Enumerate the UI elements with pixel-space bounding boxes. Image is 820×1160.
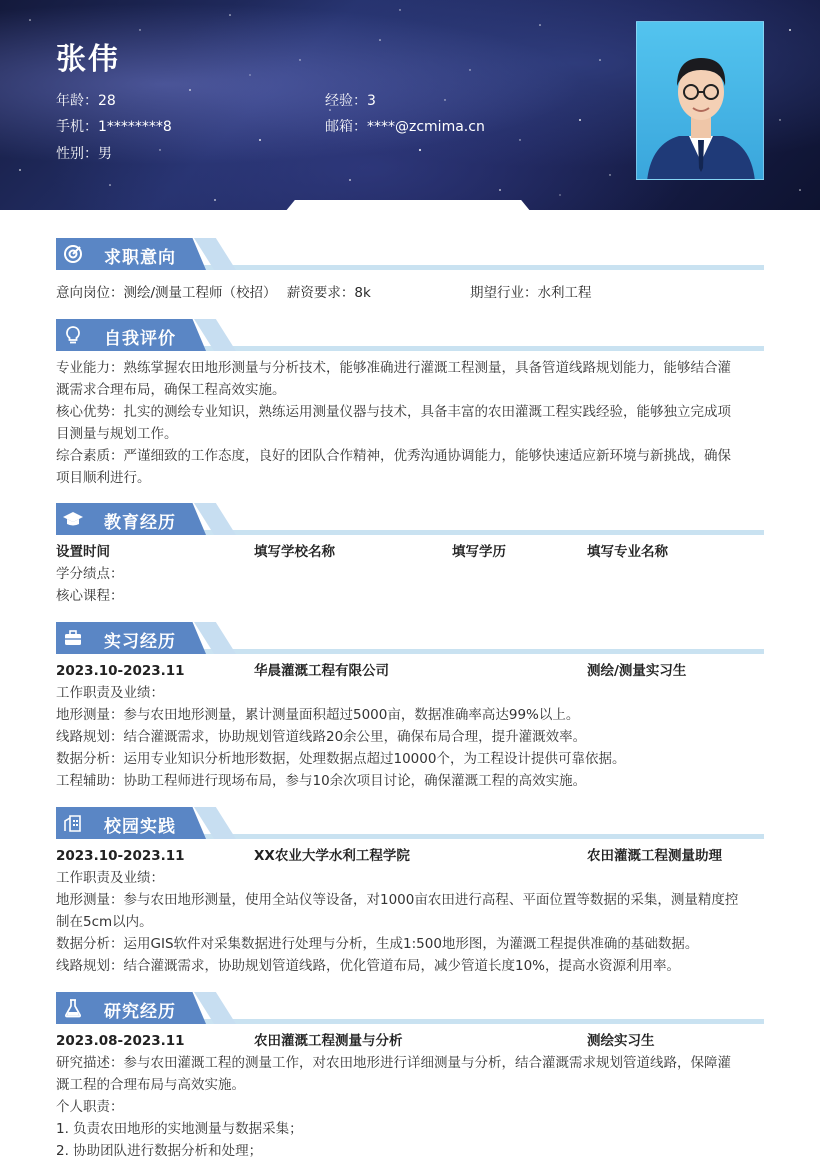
- text-line: 工作职责及业绩：: [56, 870, 164, 886]
- campus-row: 2023.10-2023.11 XX农业大学水利工程学院 农田灌溉工程测量助理: [56, 848, 722, 864]
- text-line: 工作职责及业绩：: [56, 685, 164, 701]
- text-line: 个人职责：: [56, 1099, 124, 1115]
- text-line: 地形测量：参与农田地形测量，使用全站仪等设备，对1000亩农田进行高程、平面位置等数据的采集，测量精度控: [56, 892, 739, 908]
- email-field: 邮箱：****@zcmima.cn: [325, 119, 485, 135]
- internship-row: 2023.10-2023.11 华晨灌溉工程有限公司 测绘/测量实习生: [56, 663, 687, 679]
- research-row: 2023.08-2023.11 农田灌溉工程测量与分析 测绘实习生: [56, 1033, 655, 1049]
- text-line: 制在5cm以内。: [56, 914, 153, 930]
- lightbulb-icon: [62, 324, 84, 346]
- gender-field: 性别：男: [56, 146, 112, 162]
- section-title: 求职意向: [104, 248, 176, 268]
- age-field: 年龄：28: [56, 93, 116, 109]
- section-title: 研究经历: [104, 1002, 176, 1022]
- text-line: 线路规划：结合灌溉需求，协助规划管道线路20余公里，确保布局合理，提升灌溉效率。: [56, 729, 587, 745]
- text-line: 目测量与规划工作。: [56, 426, 178, 442]
- building-icon: [62, 812, 84, 834]
- section-header: [56, 503, 764, 535]
- graduation-cap-icon: [62, 508, 84, 530]
- text-line: 线路规划：结合灌溉需求，协助规划管道线路，优化管道布局，减少管道长度10%，提高水资源利用率。: [56, 958, 681, 974]
- text-line: 数据分析：运用GIS软件对采集数据进行处理与分析，生成1:500地形图，为灌溉工程提供准确的基础数据。: [56, 936, 699, 952]
- portrait-image: [637, 22, 764, 180]
- phone-field: 手机：1********8: [56, 119, 172, 135]
- section-research: [56, 992, 764, 1160]
- text-line: 研究描述：参与农田灌溉工程的测量工作，对农田地形进行详细测量与分析，结合灌溉需求规划管道线路，保障灌: [56, 1055, 731, 1071]
- courses-line: 核心课程：: [56, 588, 124, 604]
- text-line: 综合素质：严谨细致的工作态度，良好的团队合作精神，优秀沟通协调能力，能够快速适应新环境与新挑战，确保: [56, 448, 731, 464]
- candidate-name: 张伟: [56, 42, 120, 77]
- text-line: 溉需求合理布局，确保工程高效实施。: [56, 382, 286, 398]
- text-line: 数据分析：运用专业知识分析地形数据，处理数据点超过10000个，为工程设计提供可靠依据。: [56, 751, 626, 767]
- section-title: 实习经历: [104, 632, 176, 652]
- text-line: 2. 协助团队进行数据分析和处理；: [56, 1143, 263, 1159]
- text-line: 溉工程的合理布局与高效实施。: [56, 1077, 245, 1093]
- section-header: [56, 238, 764, 270]
- briefcase-icon: [62, 627, 84, 649]
- education-row: 设置时间 填写学校名称 填写学历 填写专业名称: [56, 544, 668, 560]
- resume-header: [0, 0, 820, 210]
- text-line: 核心优势：扎实的测绘专业知识，熟练运用测量仪器与技术，具备丰富的农田灌溉工程实践经验，能够独立完成项: [56, 404, 731, 420]
- text-line: 项目顺利进行。: [56, 470, 151, 486]
- intent-row: 意向岗位：测绘/测量工程师（校招） 薪资要求：8k 期望行业：水利工程: [56, 285, 592, 301]
- section-header: [56, 807, 764, 839]
- section-title: 教育经历: [104, 513, 176, 533]
- avatar: [636, 21, 764, 180]
- target-icon: [62, 243, 84, 265]
- gpa-line: 学分绩点：: [56, 566, 124, 582]
- section-internship: [56, 622, 764, 792]
- text-line: 专业能力：熟练掌握农田地形测量与分析技术，能够准确进行灌溉工程测量，具备管道线路规划能力，能够结合灌: [56, 360, 731, 376]
- section-title: 自我评价: [104, 329, 176, 349]
- section-header: [56, 622, 764, 654]
- section-header: [56, 319, 764, 351]
- section-education: [56, 503, 764, 607]
- section-campus-practice: [56, 807, 764, 977]
- text-line: 地形测量：参与农田地形测量，累计测量面积超过5000亩，数据准确率高达99%以上。: [56, 707, 580, 723]
- section-title: 校园实践: [104, 817, 176, 837]
- text-line: 工程辅助：协助工程师进行现场布局，参与10余次项目讨论，确保灌溉工程的高效实施。: [56, 773, 587, 789]
- experience-field: 经验：3: [325, 93, 376, 109]
- self-evaluation-text: [56, 357, 764, 489]
- flask-icon: [62, 997, 84, 1019]
- section-header: [56, 992, 764, 1024]
- section-self-evaluation: [56, 319, 764, 489]
- text-line: 1. 负责农田地形的实地测量与数据采集；: [56, 1121, 303, 1137]
- header-notch: [285, 200, 531, 210]
- section-job-intent: [56, 238, 764, 304]
